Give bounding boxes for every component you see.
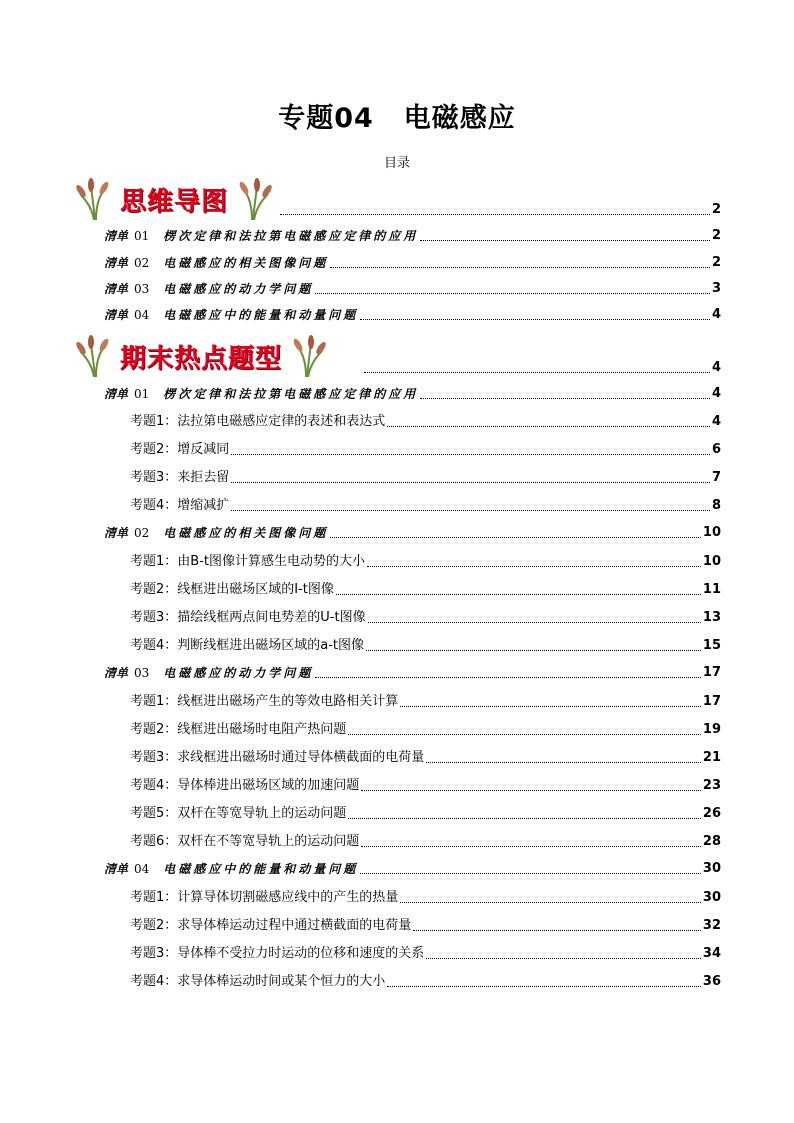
page-number: 6 xyxy=(711,442,721,457)
page-number: 28 xyxy=(702,834,721,849)
toc-label: 目录 xyxy=(383,156,410,171)
dot-leader xyxy=(315,677,701,678)
toc-entry-topic[interactable]: 考题1：由B-t图像计算感生电动势的大小 10 xyxy=(130,552,721,572)
dot-leader xyxy=(231,454,710,455)
dot-leader xyxy=(368,622,701,623)
dot-leader xyxy=(361,846,701,847)
page-number: 13 xyxy=(702,610,721,625)
dot-leader xyxy=(413,930,701,931)
dot-leader xyxy=(231,482,710,483)
toc-entry-topic[interactable]: 考题3：描绘线框两点间电势差的U-t图像 13 xyxy=(130,608,721,628)
toc-entry-topic[interactable]: 考题1：计算导体切割磁感应线中的产生的热量 30 xyxy=(130,888,721,908)
toc-entry-chapter[interactable]: 清单 04 电磁感应中的能量和动量问题 30 xyxy=(104,859,721,879)
page-number: 11 xyxy=(702,582,721,597)
toc-entry-chapter[interactable]: 清单 04 电磁感应中的能量和动量问题 4 xyxy=(104,305,721,325)
dot-leader xyxy=(348,734,701,735)
page-number: 30 xyxy=(702,890,721,905)
dot-leader xyxy=(360,319,710,320)
page-number: 17 xyxy=(702,665,721,680)
toc-entry-topic[interactable]: 考题2：线框进出磁场时电阻产热问题 19 xyxy=(130,720,721,740)
toc-entry-chapter[interactable]: 清单 01 楞次定律和法拉第电磁感应定律的应用 4 xyxy=(104,384,721,404)
dot-leader xyxy=(360,873,701,874)
page-number: 30 xyxy=(702,861,721,876)
toc-entry-topic[interactable]: 考题4：求导体棒运动时间或某个恒力的大小 36 xyxy=(130,972,721,992)
banner-title: 思维导图 xyxy=(120,186,229,217)
toc-entry-chapter[interactable]: 清单 03 电磁感应的动力学问题 17 xyxy=(104,663,721,683)
toc-entry-topic[interactable]: 考题4：增缩减扩 8 xyxy=(130,496,721,516)
toc-entry-topic[interactable]: 考题5：双杆在等宽导轨上的运动问题 26 xyxy=(130,804,721,824)
page-number: 19 xyxy=(702,722,721,737)
reed-decoration-icon xyxy=(74,335,114,377)
dot-leader xyxy=(366,650,701,651)
dot-leader xyxy=(330,537,701,538)
dot-leader xyxy=(426,762,701,763)
dot-leader xyxy=(400,706,701,707)
toc-entry-topic[interactable]: 考题3：来拒去留 7 xyxy=(130,468,721,488)
reed-decoration-icon xyxy=(74,178,114,220)
dot-leader xyxy=(280,214,710,215)
banner-title: 期末热点题型 xyxy=(120,343,283,374)
toc-entry-topic[interactable]: 考题2：求导体棒运动过程中通过横截面的电荷量 32 xyxy=(130,916,721,936)
page-number: 7 xyxy=(711,470,721,485)
page-number: 8 xyxy=(711,498,721,513)
toc-entry-topic[interactable]: 考题1：线框进出磁场产生的等效电路相关计算 17 xyxy=(130,692,721,712)
toc-entry-chapter[interactable]: 清单 03 电磁感应的动力学问题 3 xyxy=(104,279,721,299)
dot-leader xyxy=(367,566,701,567)
toc-entry-topic[interactable]: 考题2：线框进出磁场区域的I-t图像 11 xyxy=(130,580,721,600)
dot-leader xyxy=(330,267,710,268)
toc-entry-topic[interactable]: 考题2：增反减同 6 xyxy=(130,440,721,460)
dot-leader xyxy=(361,790,701,791)
page-number: 34 xyxy=(702,946,721,961)
dot-leader xyxy=(420,398,710,399)
page-number: 15 xyxy=(702,638,721,653)
page-number: 26 xyxy=(702,806,721,821)
banner-mind-map xyxy=(74,176,274,222)
reed-decoration-icon xyxy=(288,335,328,377)
page-number: 3 xyxy=(711,281,721,296)
banner-final-hot-topics xyxy=(74,333,328,379)
page-number: 2 xyxy=(711,228,721,243)
toc-entry-topic[interactable]: 考题3：求线框进出磁场时通过导体横截面的电荷量 21 xyxy=(130,748,721,768)
dot-leader xyxy=(426,958,701,959)
dot-leader xyxy=(348,818,701,819)
page-number: 36 xyxy=(702,974,721,989)
dot-leader xyxy=(336,594,701,595)
page-number: 2 xyxy=(711,255,721,270)
page-number: 17 xyxy=(702,694,721,709)
page-number: 4 xyxy=(711,307,721,322)
toc-entry-chapter[interactable]: 清单 01 楞次定律和法拉第电磁感应定律的应用 2 xyxy=(104,226,721,246)
dot-leader xyxy=(420,240,710,241)
dot-leader xyxy=(400,902,701,903)
page-number: 4 xyxy=(711,360,721,375)
page-number: 23 xyxy=(702,778,721,793)
toc-entry-topic[interactable]: 考题4：判断线框进出磁场区域的a-t图像 15 xyxy=(130,636,721,656)
page-number: 2 xyxy=(711,202,721,217)
page-number: 4 xyxy=(711,414,721,429)
dot-leader xyxy=(387,986,701,987)
reed-decoration-icon xyxy=(234,178,274,220)
toc-entry-banner-mind-map[interactable] xyxy=(278,200,721,220)
dot-leader xyxy=(387,426,710,427)
toc-entry-banner-hot-topics[interactable] xyxy=(362,358,721,378)
toc-entry-topic[interactable]: 考题4：导体棒进出磁场区域的加速问题 23 xyxy=(130,776,721,796)
page-number: 10 xyxy=(702,554,721,569)
dot-leader xyxy=(231,510,710,511)
page-number: 32 xyxy=(702,918,721,933)
dot-leader xyxy=(315,293,710,294)
toc-entry-topic[interactable]: 考题3：导体棒不受拉力时运动的位移和速度的关系 34 xyxy=(130,944,721,964)
page-number: 21 xyxy=(702,750,721,765)
toc-entry-topic[interactable]: 考题1：法拉第电磁感应定律的表述和表达式 4 xyxy=(130,412,721,432)
toc-entry-topic[interactable]: 考题6：双杆在不等宽导轨上的运动问题 28 xyxy=(130,832,721,852)
toc-entry-chapter[interactable]: 清单 02 电磁感应的相关图像问题 10 xyxy=(104,523,721,543)
page-number: 10 xyxy=(702,525,721,540)
page-number: 4 xyxy=(711,386,721,401)
toc-entry-chapter[interactable]: 清单 02 电磁感应的相关图像问题 2 xyxy=(104,253,721,273)
dot-leader xyxy=(364,372,710,373)
page-title: 专题04 电磁感应 xyxy=(278,103,516,134)
